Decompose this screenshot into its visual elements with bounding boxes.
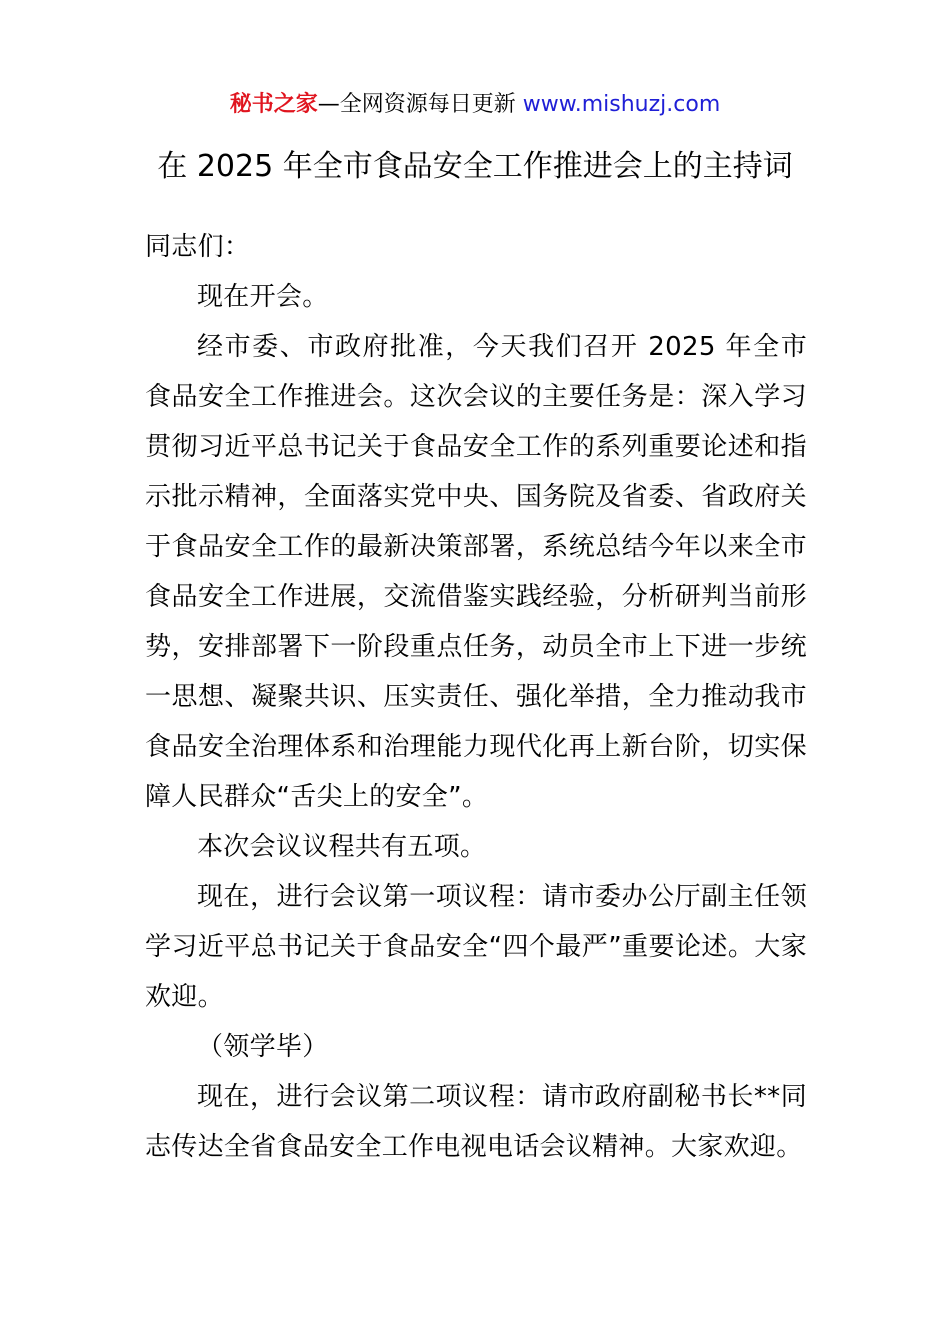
salutation: 同志们： (145, 232, 251, 262)
paragraph-purpose: 经市委、市政府批准，今天我们召开 2025 年全市食品安全工作推进会。这次会议的主要任务是：深入学习贯彻习近平总书记关于食品安全工作的系列重要论述和指示批示精神，全面落实党中央、国务院及省委、省政府关于食品安全工作的最新决策部署，系统总结今年以来全市食品安全工作进展，交流借鉴实践经验，分析研判当前形势，安排部署下一阶段重点任务，动员全市上下进一步统一思想、凝聚共识、压实责任、强化举措，全力推动我市食品安全治理体系和治理能力现代化再上新台阶，切实保障人民群众“舌尖上的安全”。 (145, 332, 807, 812)
header-tagline: —全网资源每日更新 (317, 92, 516, 117)
site-url-link[interactable]: www.mishuzj.com (522, 92, 721, 117)
paragraph-agenda-item-1: 现在，进行会议第一项议程：请市委办公厅副主任领学习近平总书记关于食品安全“四个最严”重要论述。大家欢迎。 (145, 882, 807, 1012)
paragraph-opening: 现在开会。 (197, 282, 329, 312)
paragraph-agenda-item-2: 现在，进行会议第二项议程：请市政府副秘书长**同志传达全省食品安全工作电视电话会议精神。大家欢迎。 (145, 1082, 807, 1162)
paragraph-agenda-count: 本次会议议程共有五项。 (197, 832, 487, 862)
brand-name: 秘书之家 (229, 92, 318, 117)
site-header (0, 86, 950, 124)
document-title: 在 2025 年全市食品安全工作推进会上的主持词 (157, 149, 793, 184)
paragraph-study-complete: （领学毕） (197, 1032, 329, 1062)
document-body (145, 222, 807, 1172)
